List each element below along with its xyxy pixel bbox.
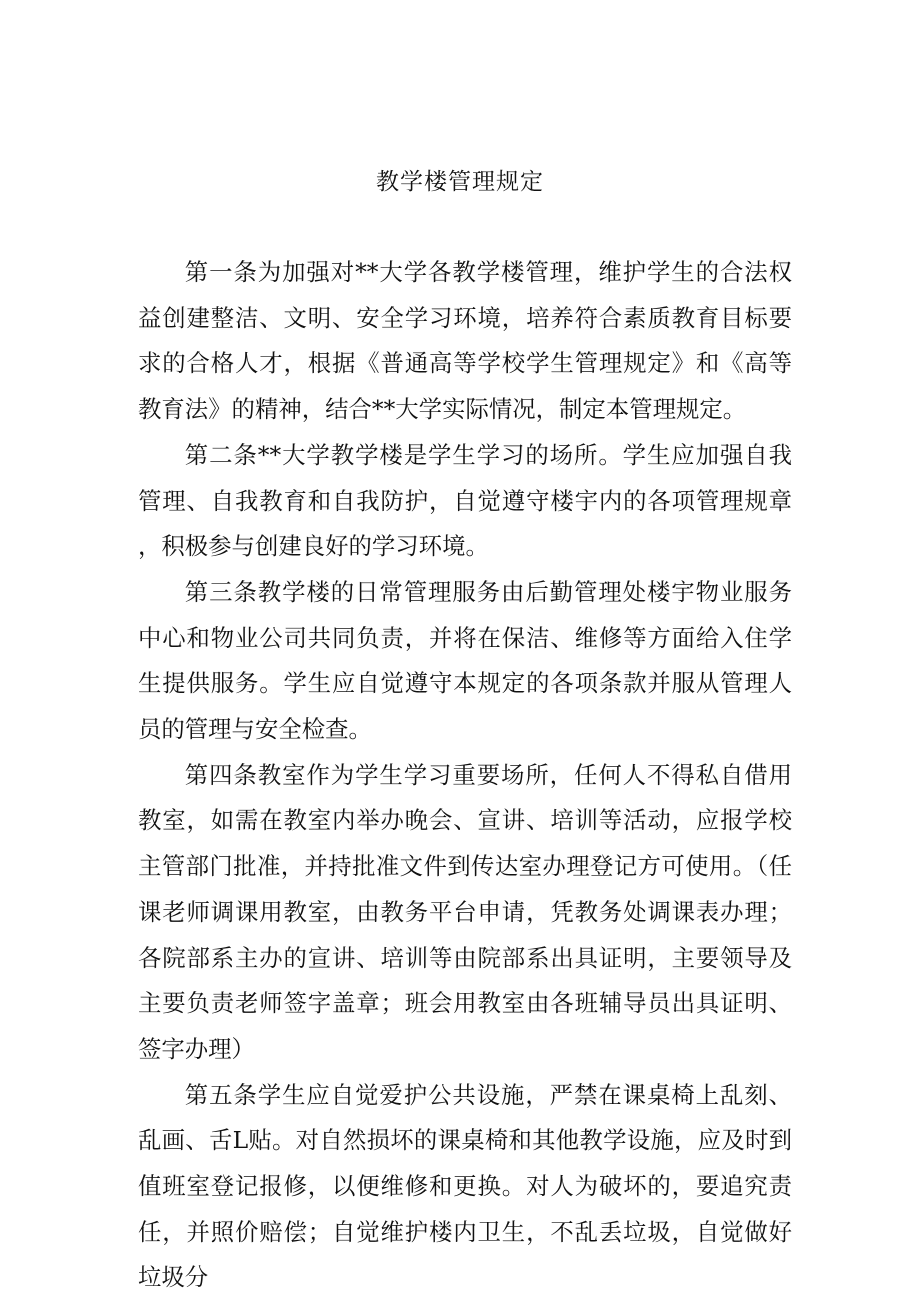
article-1: 第一条为加强对**大学各教学楼管理，维护学生的合法权益创建整洁、文明、安全学习环境，培养符合素质教育目标要求的合格人才，根据《普通高等学校学生管理规定》和《高等教育法》的精神，结合**大学实际情况，制定本管理规定。 bbox=[138, 258, 792, 424]
article-2: 第二条**大学教学楼是学生学习的场所。学生应加强自我管理、自我教育和自我防护，自觉遵守楼宇内的各项管理规章，积极参与创建良好的学习环境。 bbox=[138, 440, 792, 561]
article-3: 第三条教学楼的日常管理服务由后勤管理处楼宇物业服务中心和物业公司共同负责，并将在保洁、维修等方面给入住学生提供服务。学生应自觉遵守本规定的各项条款并服从管理人员的管理与安全检查。 bbox=[138, 577, 792, 744]
article-4: 第四条教室作为学生学习重要场所，任何人不得私自借用教室，如需在教室内举办晚会、宣讲、培训等活动，应报学校主管部门批准，并持批准文件到传达室办理登记方可使用。（任课老师调课用教室，由教务平台申请，凭教务处调课表办理；各院部系主办的宣讲、培训等由院部系出具证明，主要领导及主要负责老师签字盖章；班会用教室由各班辅导员出具证明、签字办理） bbox=[138, 760, 792, 1063]
document-title: 教学楼管理规定 bbox=[376, 169, 544, 195]
document-body bbox=[138, 250, 792, 1301]
article-5: 第五条学生应自觉爱护公共设施，严禁在课桌椅上乱刻、乱画、舌L贴。对自然损坏的课桌椅和其他教学设施，应及时到值班室登记报修，以便维修和更换。对人为破坏的，要追究责任，并照价赔偿；自觉维护楼内卫生，不乱丢垃圾，自觉做好垃圾分 bbox=[138, 1080, 792, 1292]
